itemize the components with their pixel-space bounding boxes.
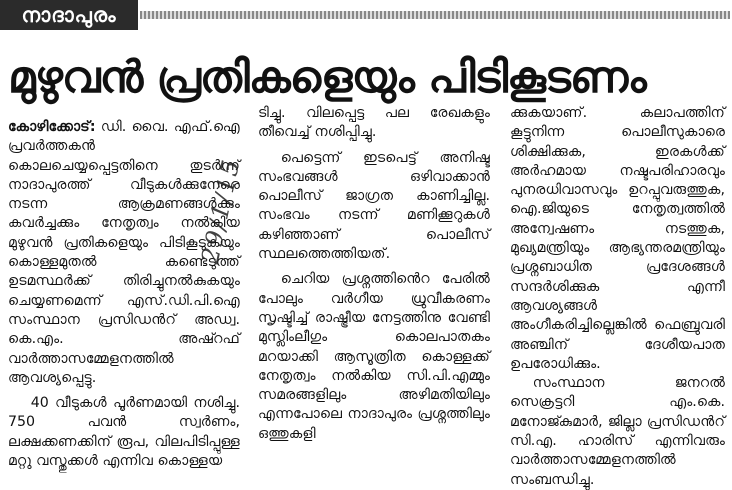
article-column-2 bbox=[258, 104, 490, 444]
paragraph-5: ചെറിയ പ്രശ്നത്തിൻെറ പേരിൽ പോലും വർഗീയ ധ്രുവീകരണം സൃഷ്ടിച്ച് രാഷ്ട്രീയ നേട്ടത്തിനു വേണ്ടി മുസ്ലിംലീഗും കൊലപാതകം മറയാക്കി ആസൂത്രിത കൊള്ളക്ക് നേതൃത്വം നൽകിയ സി.പി.എമ്മും സമരങ്ങളിലും അഴിമതിയിലും എന്നപോലെ നാദാപുരം പ്രശ്നത്തിലും ഒത്തുകളി bbox=[258, 271, 490, 442]
paragraph-2: 40 വീടുകൾ പൂർണമായി നശിച്ചു. 750 പവൻ സ്വർണം, ലക്ഷക്കണക്കിന് രൂപ, വിലപിടിപ്പുള്ള മറ്റു വസ്തുക്കൾ എന്നിവ കൊള്ളയ bbox=[8, 395, 240, 470]
headline: മുഴുവൻ പ്രതികളെയും പിടികൂടണം bbox=[8, 52, 646, 103]
paragraph-6: ക്കുകയാണ്. കലാപത്തിന് കൂട്ടുനിന്ന പൊലീസുകാരെ ശിക്ഷിക്കുക, ഇരകൾക്ക് അർഹമായ നഷ്ടപരിഹാരവും പുനരധിവാസവും ഉറപ്പുവരുത്തുക, ഐ.ജിയുടെ നേതൃത്വത്തിൽ അന്വേഷണം നടത്തുക, മുഖ്യമന്ത്രിയും ആഭ്യന്തരമന്ത്രിയും പ്രശ്നബാധിത പ്രദേശങ്ങൾ സന്ദർശിക്കുക എന്നീ ആവശ്യങ്ങൾ അംഗീകരിച്ചില്ലെങ്കിൽ ഫെബ്രുവരി അഞ്ചിന് ദേശീയപാത ഉപരോധിക്കും. bbox=[510, 105, 725, 372]
paragraph-7: സംസ്ഥാന ജനറൽ സെക്രട്ടറി എം.കെ. മനോജ്കുമാർ, ജില്ലാ പ്രസിഡൻറ് സി.എ. ഹാരിസ് എന്നിവരും വാർത്താസമ്മേളനത്തിൽ സംബന്ധിച്ചു. bbox=[510, 375, 725, 488]
paragraph-1-text: ഡി. വൈ. എഫ്.ഐ പ്രവർത്തകൻ കൊലചെയ്യപ്പെട്ടതിനെ തുടർന്ന് നാദാപുരത്ത് വീടുകൾക്കുനേരെ നടന്ന ആക്രമണങ്ങൾക്കും കവർച്ചക്കും നേതൃത്വം നൽകിയ മുഴുവൻ പ്രതികളെയും പിടികൂടുകയും കൊള്ളമുതൽ കണ്ടെടുത്ത് ഉടമസ്ഥർക്ക് തിരിച്ചുനൽകുകയും ചെയ്യണമെന്ന് എസ്.ഡി.പി.ഐ സംസ്ഥാന പ്രസിഡൻറ് അഡ്വ. കെ.എം. അഷ്റഫ് വാർത്താസമ്മേളനത്തിൽ ആവശ്യപ്പെട്ടു. bbox=[8, 119, 240, 386]
section-label: നാദാപുരം bbox=[0, 0, 138, 30]
article-column-1 bbox=[8, 118, 240, 471]
paragraph-4: പെട്ടെന്ന് ഇടപെട്ട് അനിഷ്ട സംഭവങ്ങൾ ഒഴിവാക്കാൻ പൊലീസ് ജാഗ്രത കാണിച്ചില്ല. സംഭവം നടന്ന് മണിക്കൂറുകൾ കഴിഞ്ഞാണ് പൊലീസ് സ്ഥലത്തെത്തിയത്. bbox=[258, 149, 490, 263]
handwritten-date: 29/1/15 bbox=[196, 155, 246, 266]
kicker-rule bbox=[140, 11, 730, 19]
article-column-3 bbox=[510, 104, 725, 490]
dateline: കോഴിക്കോട്: bbox=[8, 119, 96, 135]
section-kicker bbox=[0, 0, 730, 30]
paragraph-3: ടിച്ചു. വിലപ്പെട്ട പല രേഖകളും തീവെച്ച് നശിപ്പിച്ചു. bbox=[258, 105, 490, 141]
